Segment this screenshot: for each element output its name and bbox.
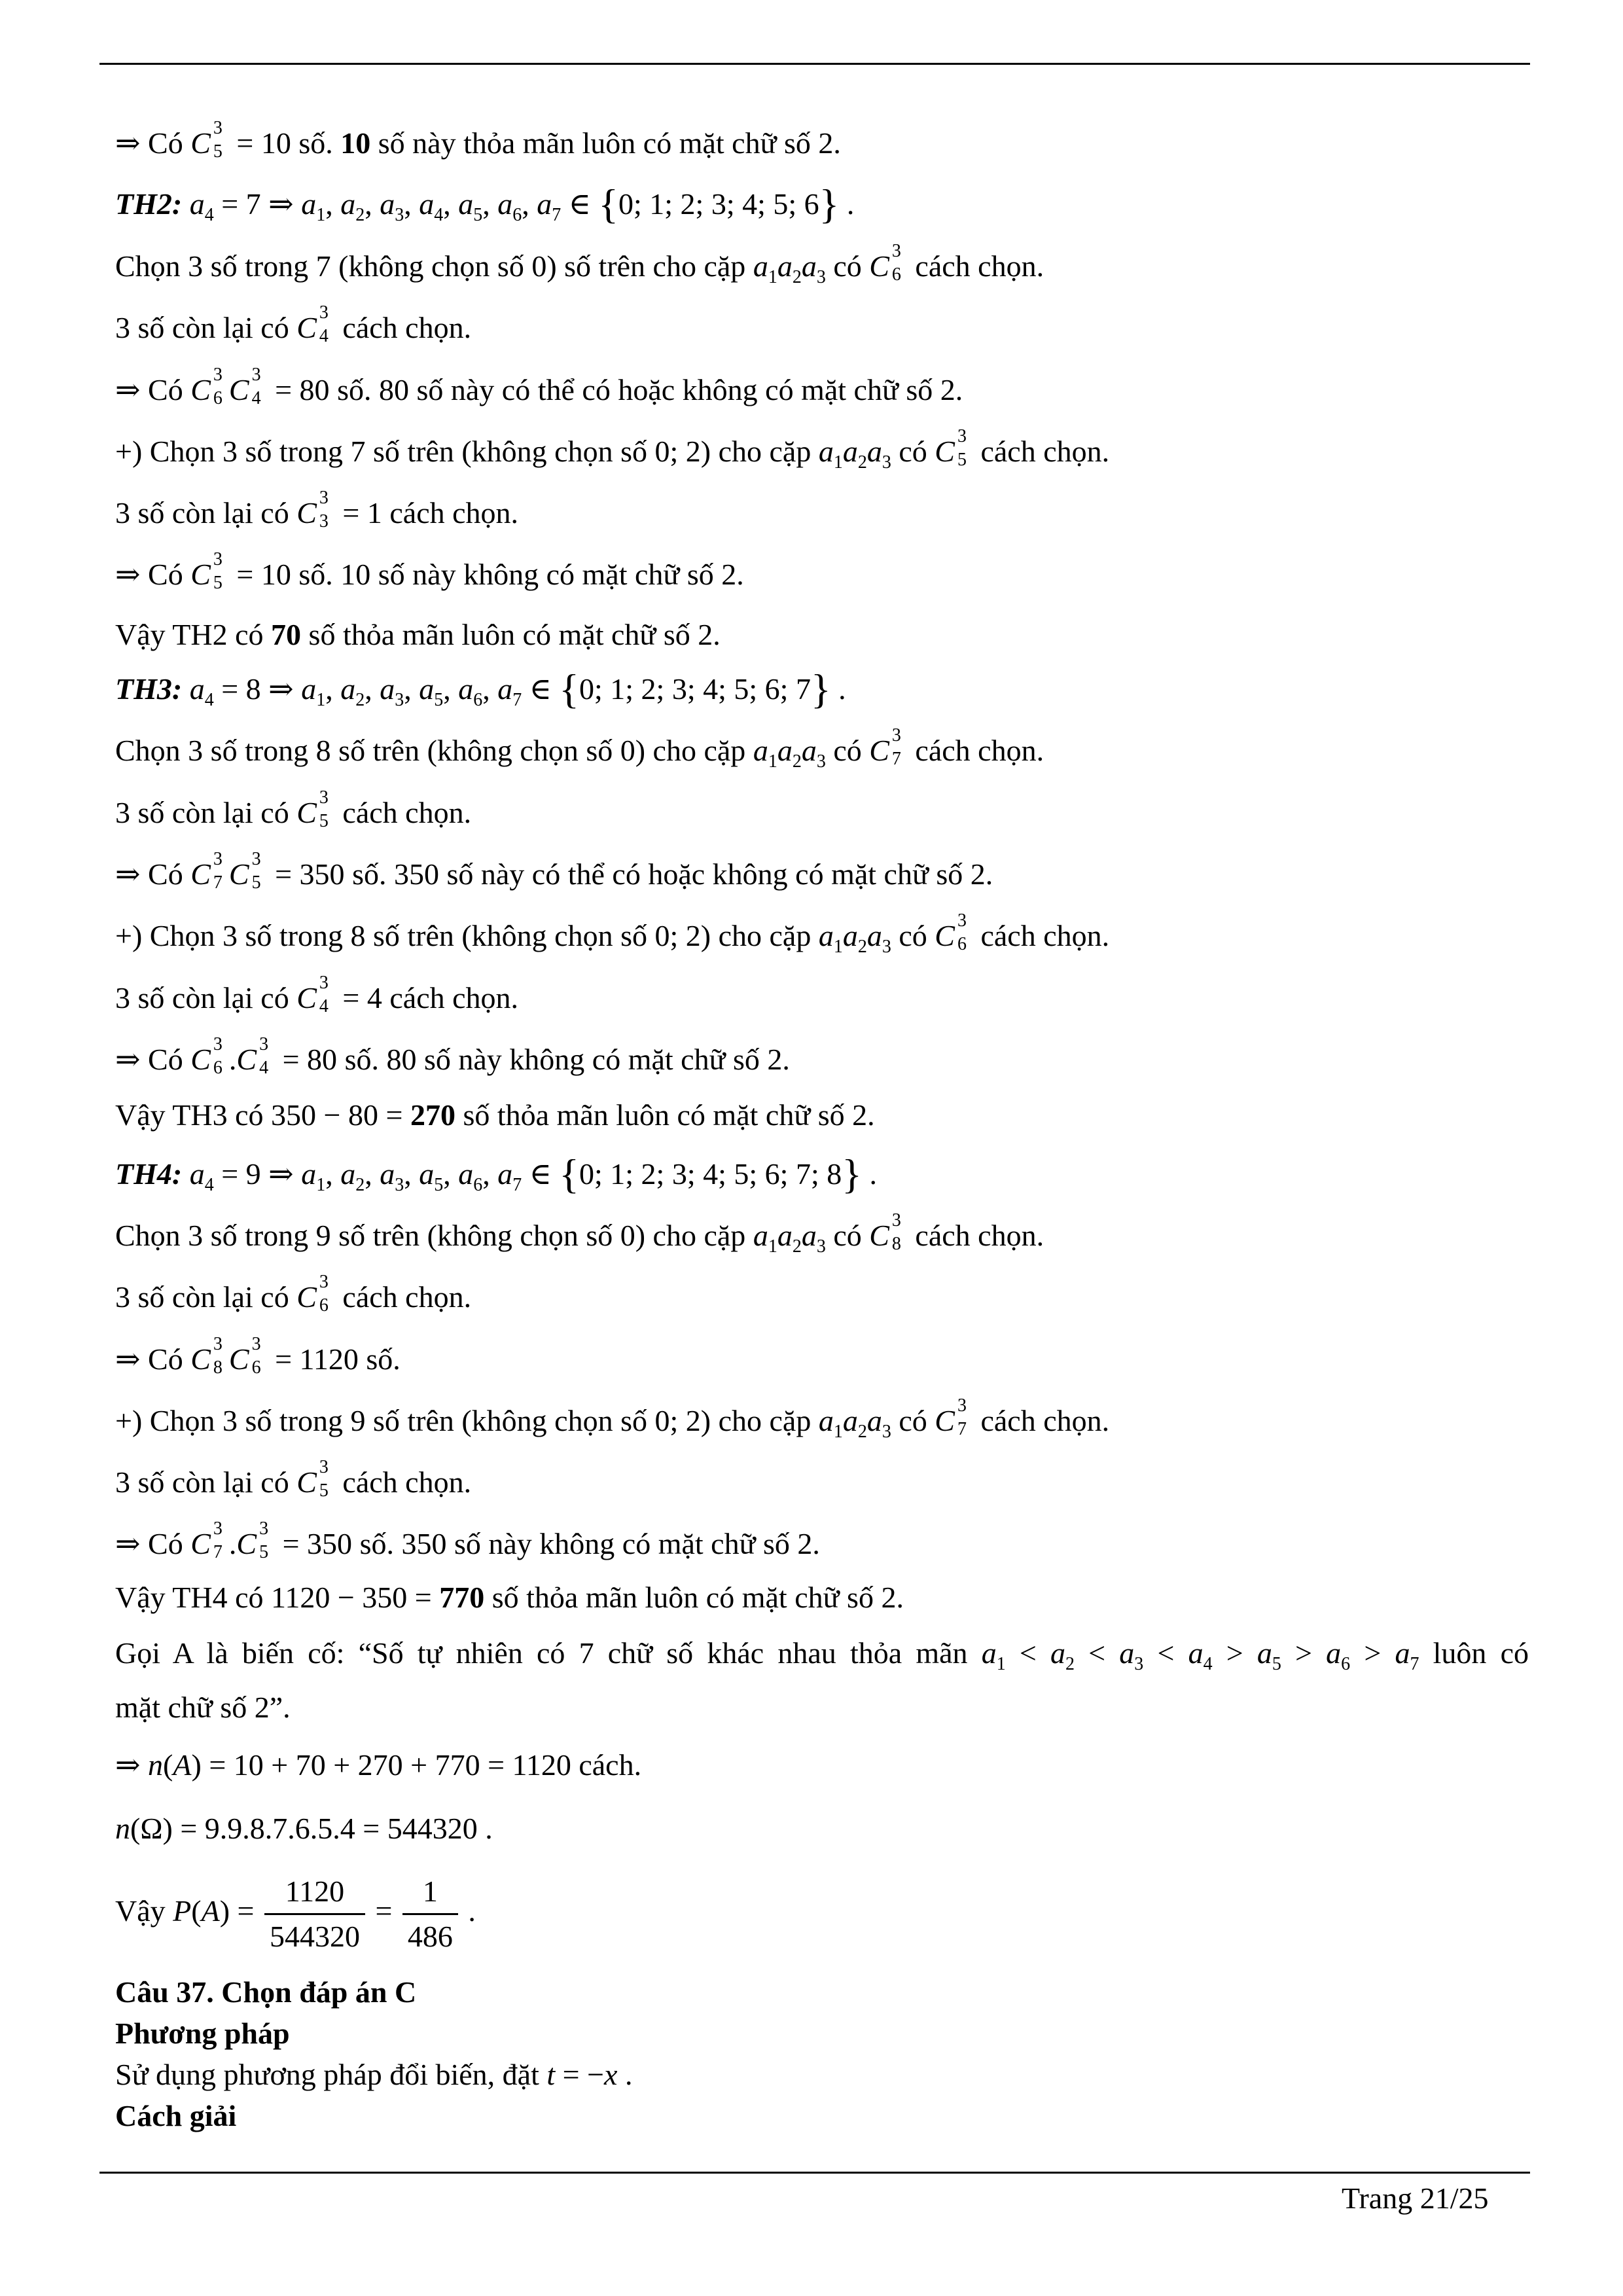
question-heading: Câu 37. Chọn đáp án C: [115, 1975, 417, 2009]
section-heading: Cách giải: [115, 2099, 237, 2132]
text-line: Sử dụng phương pháp đổi biến, đặt t = −x .: [115, 2058, 633, 2091]
text-line: Chọn 3 số trong 9 số trên (không chọn số 0) cho cặp $a_1a_2a_3$ có C 3 8 cách chọn.: [115, 1210, 1044, 1257]
text-line: mặt chữ số 2”.: [115, 1691, 291, 1724]
case-heading: TH2: $a_4 = 7$ ⇒ $a_1$, $a_2$, $a_3$, $a_4$, $a_5$, $a_6$, $a_7$ ∈ {0; 1; 2; 3; 4; 5; 6} .: [115, 181, 855, 227]
header-rule: [99, 63, 1530, 65]
case-heading: TH4: $a_4 = 9$ ⇒ $a_1$, $a_2$, $a_3$, $a_5$, $a_6$, $a_7$ ∈ {0; 1; 2; 3; 4; 5; 6; 7; 8} .: [115, 1151, 877, 1197]
text-line: Vậy TH4 có 1120 − 350 = 770 số thỏa mãn luôn có mặt chữ số 2.: [115, 1581, 904, 1614]
text-line: ⇒ Có C 3 8 C 3 6 = 1120 số.: [115, 1334, 401, 1378]
text-line: Vậy TH2 có 70 số thỏa mãn luôn có mặt chữ số 2.: [115, 618, 721, 651]
text-line: 3 số còn lại có C 3 6 cách chọn.: [115, 1272, 472, 1316]
section-heading: Phương pháp: [115, 2017, 290, 2050]
text-line: 3 số còn lại có C 3 3 = 1 cách chọn.: [115, 488, 519, 531]
text-line: Chọn 3 số trong 8 số trên (không chọn số 0) cho cặp $a_1a_2a_3$ có C 3 7 cách chọn.: [115, 725, 1044, 772]
text-line: 3 số còn lại có C 3 5 cách chọn.: [115, 787, 472, 831]
text-line: 3 số còn lại có C 3 5 cách chọn.: [115, 1457, 472, 1501]
text-line: Vậy TH3 có 350 − 80 = 270 số thỏa mãn luôn có mặt chữ số 2.: [115, 1098, 875, 1132]
fraction: $\frac{1120}{544320}$: [264, 1874, 365, 1954]
text-line: 3 số còn lại có C 3 4 = 4 cách chọn.: [115, 973, 519, 1016]
text-line: ⇒ Có C 3 5 = 10 số. 10 số này thỏa mãn luôn có mặt chữ số 2.: [115, 118, 841, 162]
text-line: Gọi A là biến cố: “Số tự nhiên có 7 chữ số khác nhau thỏa mãn $a_1 < a_2 < a_3 < a_4 > a_5 > a_6 > a_7$ luôn có: [115, 1636, 1529, 1675]
page-number: Trang 21/25: [1342, 2181, 1489, 2215]
text-line: ⇒ Có C 3 6 .C 3 4 = 80 số. 80 số này không có mặt chữ số 2.: [115, 1034, 790, 1078]
formula-line: ⇒ n(A) = 10 + 70 + 270 + 770 = 1120 cách.: [115, 1748, 642, 1782]
case-heading: TH3: $a_4 = 8$ ⇒ $a_1$, $a_2$, $a_3$, $a_5$, $a_6$, $a_7$ ∈ {0; 1; 2; 3; 4; 5; 6; 7} .: [115, 666, 846, 712]
text-line: +) Chọn 3 số trong 7 số trên (không chọn số 0; 2) cho cặp $a_1a_2a_3$ có C 3 5 cách chọn.: [115, 426, 1110, 473]
formula-line: n(Ω) = 9.9.8.7.6.5.4 = 544320 .: [115, 1812, 493, 1845]
text-line: +) Chọn 3 số trong 9 số trên (không chọn số 0; 2) cho cặp $a_1a_2a_3$ có C 3 7 cách chọn.: [115, 1395, 1110, 1443]
text-line: ⇒ Có C 3 7 C 3 5 = 350 số. 350 số này có thể có hoặc không có mặt chữ số 2.: [115, 849, 993, 893]
footer-rule: [99, 2172, 1530, 2174]
text-line: 3 số còn lại có C 3 4 cách chọn.: [115, 302, 472, 346]
text-line: ⇒ Có C 3 5 = 10 số. 10 số này không có mặt chữ số 2.: [115, 549, 744, 593]
text-line: Chọn 3 số trong 7 (không chọn số 0) số trên cho cặp $a_1a_2a_3$ có C 3 6 cách chọn.: [115, 241, 1044, 288]
probability-line: Vậy P(A) = $\frac{1120}{544320}$ = $\frac{1}{486}$ .: [115, 1874, 476, 1953]
text-line: ⇒ Có C 3 7 .C 3 5 = 350 số. 350 số này không có mặt chữ số 2.: [115, 1518, 820, 1562]
text-line: +) Chọn 3 số trong 8 số trên (không chọn số 0; 2) cho cặp $a_1a_2a_3$ có C 3 6 cách chọn.: [115, 910, 1110, 958]
fraction: $\frac{1}{486}$: [402, 1874, 458, 1954]
text-line: ⇒ Có C 3 6 C 3 4 = 80 số. 80 số này có thể có hoặc không có mặt chữ số 2.: [115, 365, 963, 408]
